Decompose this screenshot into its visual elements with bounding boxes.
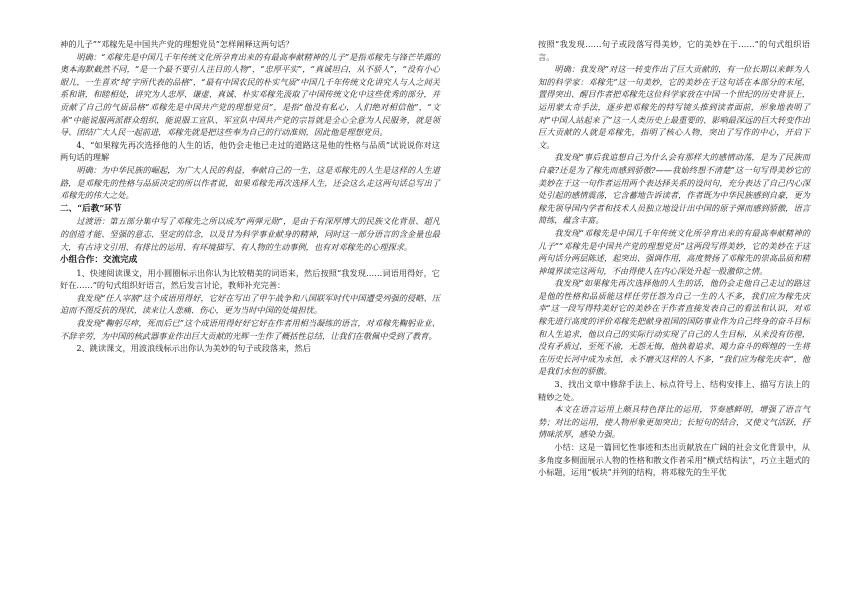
section-heading: 小组合作：交流完成 [60,255,138,266]
paragraph: 神的儿子”“邓稼先是中国共产党的理想党员”怎样阐释这两句话？ [60,39,294,49]
paragraph: 小结：这是一篇回忆性事迹和杰出贡献放在广阔的社会文化背景中，从多角度多侧面展示人物的性格和散文作者采用“横式结构法”，巧立主题式的小标题，运用“板块”并列的结构，将邓稼先的生平优 [538,442,810,478]
paragraph: 我发现“鞠躬尽瘁，死而后已”这个成语用得好好它好在作者用相当凝练的语言，对邓稼先鞠躬业业、不辞辛劳，为中国的核武器事业作出巨大贡献的光辉一生作了概括性总结，让我们在敬佩中受到了教育。 [60,318,440,341]
paragraph: 1、快速阅读课文，用小圆圈标示出你认为比较精美的词语来，然后按照“我发现……词语用得好，它好在……”的句式组织好语言，然后发言讨论，教师补充完善： [60,267,440,291]
paragraph: 2、跳读课文，用波浪线标示出你认为美妙的句子或段落来，然后 [76,343,311,354]
section-heading: 二、“后教”环节 [60,203,122,214]
paragraph: 明确：“邓稼先是中国几千年传统文化所孕育出来的有最高奉献精神的儿子”是指邓稼先与锋芒毕露的奥本海默截然不同，“是一个最不要引人注目的人物”，“忠厚平实”，“真诚坦白，从不骄人”，“没有小心眼儿，一生喜欢‘纯’字所代表的品格”，“最有中国农民的朴实气质”中国几千年传统文化讲究人与人之间关系和谐，和睦相处，讲究为人忠厚、谦虚、真诚、朴实邓稼先汲取了中国传统文化中这些优秀的部分，并贡献了自己的气质品格“邓稼先是中国共产党的理想党员”，是指“他没有私心，人们绝对相信他”，“文革”中能说服两派群众组织，能说服工宣队、军宣队中国共产党的宗旨就是全心全意为人民服务，就是领导、团结广大人民一起前进，邓稼先就是把这些奉为自己的行动准则，因此他是理想党员。 [60,51,440,138]
paragraph: 过渡语：第五部分集中写了邓稼先之所以成为“两弹元勋”，是由于有深厚博大的民族文化背景、超凡的创造才能、坚强的意志、坚定的信念，以及甘为科学事业献身的精神，同时这一部分语言的含金量也最大，有古诗文引用、有排比的运用、有环境描写、有人物的生动事例，也有对邓稼先的心理探求。 [60,216,440,252]
paragraph: 我发现“邓稼先是中国几千年传统文化所孕育出来的有最高奉献精神的儿子”“邓稼先是中国共产党的理想党员”这两段写得美妙，它的美妙在于这两句话分两层陈述，起突出、强调作用，高度赞扬了邓稼先的崇高品质和精神境界读完这两句，不由得使人在内心深处升起一股激仰之情。 [538,227,810,276]
paragraph: 按照“我发现……句子或段落写得美妙，它的美妙在于……”的句式组织语言。 [538,39,810,62]
left-column [60,38,440,355]
paragraph: 我发现“任人宰割”这个成语用得好，它好在写出了甲午战争和八国联军时代中国遭受列强的侵略、压迫而不图反抗的现状，读来让人悲痛、伤心，更为当时中国的处境担忧。 [60,292,440,316]
right-column [538,38,810,479]
paragraph: 明确：我发现“对这一转变作出了巨大贡献的，有一位长期以来鲜为人知的科学家：邓稼先”这一句美妙，它的美妙在于这句话在本部分的末尾，置得突出、醒目作者把邓稼先这位科学家放在中国一个世纪的历史背景上，运用蒙太奇手法，逐步把邓稼先的特写镜头推到读者面前，形象地表明了对“中国人站起来了”这一人类历史上最重要的、影响最深远的巨大转变作出巨大贡献的人就是邓稼先，指明了核心人物，突出了写作的中心，开启下文。 [538,64,810,150]
paragraph: 我发现“事后我追想自己为什么会有那样大的感情动荡，是为了民族而自豪?还是为了稼先而感到骄傲?——我始终想不清楚”这一句写得美妙它的美妙在于这一句作者运用两个表达择关系的设问句，充分表达了自己内心深处引起的感情震荡，它含蓄地告诉读者，作者既为中华民族感到自豪，更为稼先领导国内学者和技术人员独立地设计出中国的原子弹而感到骄傲，语言简练，蕴含丰富。 [538,152,810,226]
paragraph: 本文在语言运用上颇具特色排比的运用，节奏感鲜明，增强了语言气势；对比的运用，使人物形象更加突出；长短句的结合，又使文气活跃，抒情味浓厚，感染力强。 [538,404,810,440]
paragraph: 明确：为中华民族的崛起，为广大人民的利益，奉献自己的一生，这是邓稼先的人生是这样的人生道路，是邓稼先的性格与品质决定的所以作者说，如果邓稼先再次选择人生，还会这么走这两句话总写出了邓稼先的伟大之处。 [60,164,440,201]
paragraph: 4、“如果稼先再次选择他的人生的话，他仍会走他已走过的道路这是他的性格与品质”试说说你对这两句话的理解 [60,139,440,163]
paragraph: 我发现“如果稼先再次选择他的人生的话，他仍会走他自己走过的路这是他的性格和品质能这样任劳任怨为自己一生的人不多，我们应为稼先庆幸”这一段写得特美好它的美妙在于作者直接发表自己的看法和认识，对邓稼先进行高度的评价邓稼先把献身祖国的国防事业作为自己终身的奋斗目标和人生追求，他以自己的实际行动实现了自己的人生目标，从来没有彷徨，没有矛盾过，至死不渝，无怨无悔，他执着追求、竭力奋斗的辉煌的一生将在历史长河中成为永恒，永不磨灭这样的人不多，“我们应为稼先庆幸”，他是我们永恒的骄傲。 [538,278,810,377]
paragraph: 3、找出文章中修辞手法上、标点符号上、结构安排上、描写方法上的精妙之处。 [538,379,810,402]
